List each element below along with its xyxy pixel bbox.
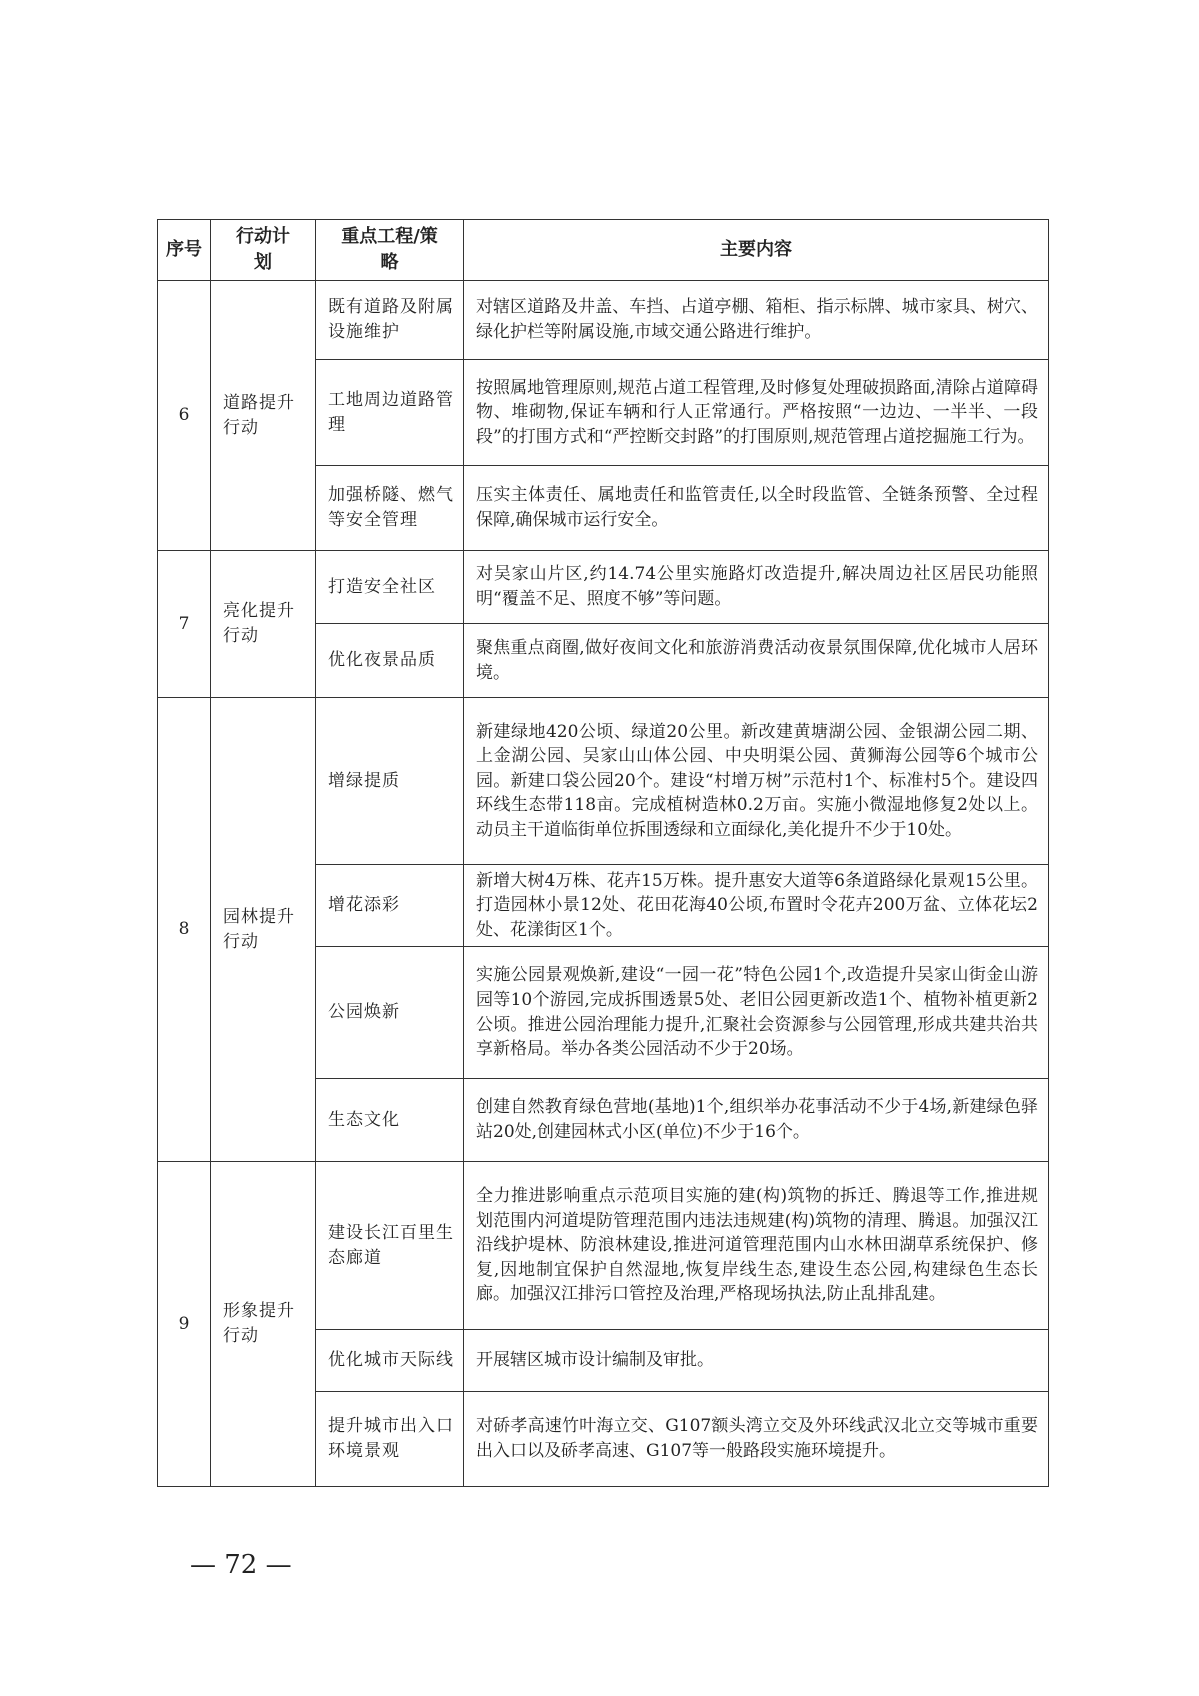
content-cell: 聚焦重点商圈,做好夜间文化和旅游消费活动夜景氛围保障,优化城市人居环境。 [464,624,1049,698]
project-cell: 加强桥隧、燃气等安全管理 [316,466,464,551]
content-cell: 创建自然教育绿色营地(基地)1个,组织举办花事活动不少于4场,新建绿色驿站20处,创建园林式小区(单位)不少于16个。 [464,1079,1049,1162]
content-cell: 压实主体责任、属地责任和监管责任,以全时段监管、全链条预警、全过程保障,确保城市运行安全。 [464,466,1049,551]
content-cell: 新增大树4万株、花卉15万株。提升惠安大道等6条道路绿化景观15公里。打造园林小景12处、花田花海40公顷,布置时令花卉200万盆、立体花坛2处、花漾街区1个。 [464,865,1049,947]
table-row [158,698,1049,865]
action-plan-table [157,219,1049,1487]
plan-cell: 园林提升行动 [211,698,316,1162]
project-cell: 优化夜景品质 [316,624,464,698]
seq-cell: 6 [158,281,211,551]
table-row [158,281,1049,360]
project-cell: 提升城市出入口环境景观 [316,1392,464,1487]
project-cell: 生态文化 [316,1079,464,1162]
table-row [158,1162,1049,1330]
header-plan: 行动计划 [211,220,316,281]
project-cell: 公园焕新 [316,947,464,1079]
content-cell: 实施公园景观焕新,建设“一园一花”特色公园1个,改造提升吴家山街金山游园等10个游园,完成拆围透景5处、老旧公园更新改造1个、植物补植更新2公顷。推进公园治理能力提升,汇聚社会资源参与公园管理,形成共建共治共享新格局。举办各类公园活动不少于20场。 [464,947,1049,1079]
project-cell: 既有道路及附属设施维护 [316,281,464,360]
project-cell: 增绿提质 [316,698,464,865]
plan-cell: 亮化提升行动 [211,551,316,698]
content-cell: 对硚孝高速竹叶海立交、G107额头湾立交及外环线武汉北立交等城市重要出入口以及硚孝高速、G107等一般路段实施环境提升。 [464,1392,1049,1487]
table-row [158,551,1049,624]
content-cell: 按照属地管理原则,规范占道工程管理,及时修复处理破损路面,清除占道障碍物、堆砌物,保证车辆和行人正常通行。严格按照“一边边、一半半、一段段”的打围方式和“严控断交封路”的打围原则,规范管理占道挖掘施工行为。 [464,360,1049,466]
seq-cell: 8 [158,698,211,1162]
header-seq: 序号 [158,220,211,281]
content-cell: 对吴家山片区,约14.74公里实施路灯改造提升,解决周边社区居民功能照明“覆盖不足、照度不够”等问题。 [464,551,1049,624]
header-project: 重点工程/策略 [316,220,464,281]
header-content: 主要内容 [464,220,1049,281]
project-cell: 建设长江百里生态廊道 [316,1162,464,1330]
content-cell: 新建绿地420公顷、绿道20公里。新改建黄塘湖公园、金银湖公园二期、上金湖公园、吴家山山体公园、中央明渠公园、黄狮海公园等6个城市公园。新建口袋公园20个。建设“村增万树”示范村1个、标准村5个。建设四环线生态带118亩。完成植树造林0.2万亩。实施小微湿地修复2处以上。动员主干道临街单位拆围透绿和立面绿化,美化提升不少于10处。 [464,698,1049,865]
project-cell: 打造安全社区 [316,551,464,624]
table-header-row [158,220,1049,281]
action-plan-table-container [157,219,1048,1487]
page-number: — 72 — [190,1550,292,1580]
project-cell: 增花添彩 [316,865,464,947]
plan-cell: 道路提升行动 [211,281,316,551]
project-cell: 工地周边道路管理 [316,360,464,466]
content-cell: 开展辖区城市设计编制及审批。 [464,1330,1049,1392]
plan-cell: 形象提升行动 [211,1162,316,1487]
content-cell: 全力推进影响重点示范项目实施的建(构)筑物的拆迁、腾退等工作,推进规划范围内河道堤防管理范围内违法违规建(构)筑物的清理、腾退。加强汉江沿线护堤林、防浪林建设,推进河道管理范围内山水林田湖草系统保护、修复,因地制宜保护自然湿地,恢复岸线生态,建设生态公园,构建绿色生态长廊。加强汉江排污口管控及治理,严格现场执法,防止乱排乱建。 [464,1162,1049,1330]
seq-cell: 7 [158,551,211,698]
project-cell: 优化城市天际线 [316,1330,464,1392]
seq-cell: 9 [158,1162,211,1487]
content-cell: 对辖区道路及井盖、车挡、占道亭棚、箱柜、指示标牌、城市家具、树穴、绿化护栏等附属设施,市域交通公路进行维护。 [464,281,1049,360]
